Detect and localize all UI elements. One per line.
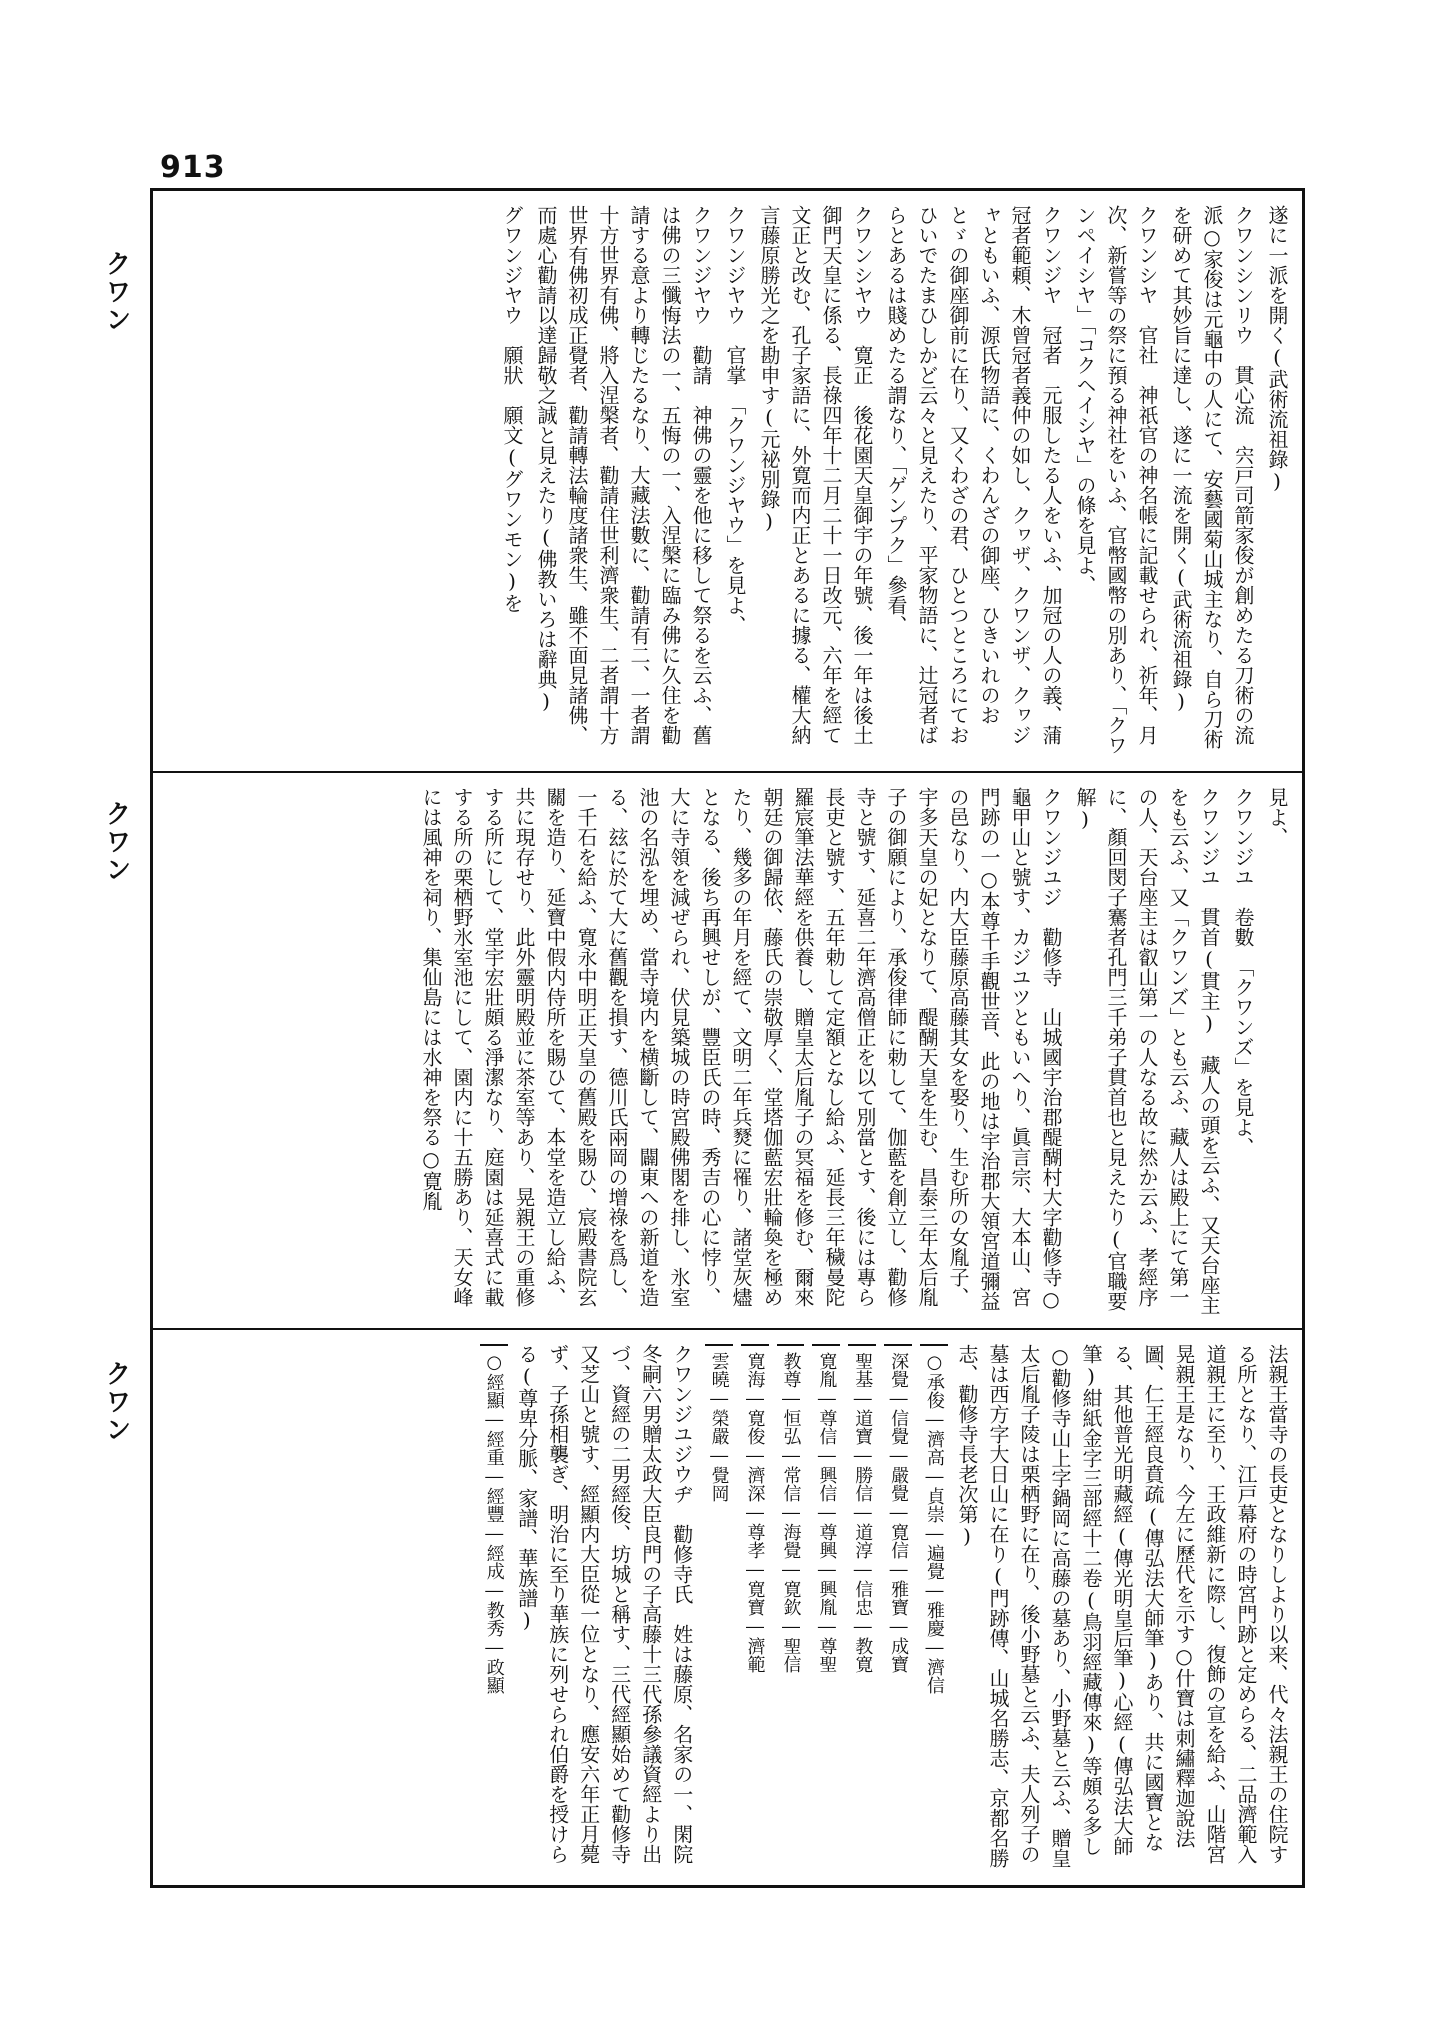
entry-kanju-chief: クワンジユ 貫首(貫主) 藏人の頭を云ふ、又天台座主をも云ふ、又「クワンズ」とも云ふ、藏人は殿上にて第一の人、天台座主は叡山第一の人なる故に然か云ふ、孝經序に、顏回閔子騫者孔門三千弟子貫首也と見えたり(官職要解) xyxy=(1073,787,1221,1315)
entry-kanshinryu: クワンシンリウ 貫心流 宍戸司箭家俊が創めたる刀術の流派○家俊は元龜中の人にて、安藝國菊山城主なり、自ら刀術を研めて其妙旨に達し、遂に一流を開く(武術流祖錄) xyxy=(1169,205,1255,749)
entry-kanja: クワンジヤ 冠者 元服したる人をいふ、加冠の人の義、蒲冠者範頼、木曾冠者義仲の如し、クヮザ、クワンザ、クヮジャともいふ、源氏物語に、くわんざの御座、ひきいれのおとゞの御座御前に在り、又くわざの君、ひとつところにておひいでたまひしかど云々と見えたり、平家物語に、辻冠者ばらとあるは賤めたる謂なり、「ゲンプク」參看、 xyxy=(884,205,1063,745)
side-label-bottom: クワン xyxy=(101,1360,131,1444)
abbot-lineage-row: 教尊―恒弘―常信―海覺―寛欽―聖信 xyxy=(777,1344,805,1875)
section-bottom xyxy=(153,1330,1302,1885)
abbot-lineage-row: 深覺―信覺―嚴覺―寛信―雅寶―成寶 xyxy=(884,1344,912,1875)
entry-kansha: クワンシヤ 官社 神祇官の神名帳に記載せられ、祈年、月次、新嘗等の祭に預る神社をいふ、官幣國幣の別あり、「クワンペイシヤ」「コクヘイシヤ」の條を見よ、 xyxy=(1073,205,1159,755)
section-middle xyxy=(153,773,1302,1330)
text-column: 法親王當寺の長吏となりしより以来、代々法親王の住院する所となり、江戸幕府の時宮門跡と定めらる、二品濟範入道親王に至り、王政維新に際し、復飾の宣を給ふ、山階宮晃親王是なり、今左に歷代を示す○什寶は刺繡釋迦說法圖、仁王經良賁疏(傳弘法大師筆)あり、共に國寶となる、其他普光明藏經(傳光明皇后筆)心經(傳弘法大師筆)紺紙金字三部經十二卷(鳥羽經藏傳來)等頗る多し○勸修寺山上字鍋岡に高藤の墓あり、小野墓と云ふ、贈皇太后胤子陵は栗栖野に在り、後小野墓と云ふ、夫人列子の墓は西方字大日山に在り(門跡傳、山城名勝志、京都名勝志、勸修寺長老次第) xyxy=(955,1344,1289,1868)
abbot-lineage-row: 聖基―道寶―勝信―道淳―信忠―教寛 xyxy=(848,1344,876,1875)
section-top xyxy=(153,191,1302,773)
side-label-top: クワン xyxy=(101,250,131,334)
text-column: 遂に一派を開く(武術流祖錄) xyxy=(1265,205,1289,493)
entry-kanju-scroll: クワンジユ 卷數 「クワンズ」を見よ、 xyxy=(1231,787,1255,1157)
vertical-text-body xyxy=(163,205,1292,761)
abbot-lineage-row: 雲曉―榮嚴―覺岡 xyxy=(705,1344,733,1875)
entry-kanjuji-temple: クワンジユジ 勸修寺 山城國宇治郡醍醐村大字勸修寺○龜甲山と號す、カジユツともいへり、眞言宗、大本山、宮門跡の一○本尊千手觀世音、此の地は宇治郡大領宮道彌益の邑なり、内大臣藤原高藤其女を娶り、生む所の女胤子、宇多天皇の妃となりて、醍醐天皇を生む、昌泰三年太后胤子の御願により、承俊律師に勅して、伽藍を創立し、勸修寺と號す、延喜二年濟高僧正を以て別當とす、後には專ら長吏と號す、五年勅して定額となし給ふ、延長三年穢曼陀羅宸筆法華經を供養し、贈皇太后胤子の冥福を修む、爾來朝廷の御歸依、藤氏の崇敬厚く、堂塔伽藍宏壯輪奐を極めたり、幾多の年月を經て、文明二年兵燹に罹り、諸堂灰燼となる、後ち再興せしが、豐臣氏の時、秀吉の心に悖り、大に寺領を減ぜられ、伏見築城の時宮殿佛閣を排し、氷室池の名泓を埋め、當寺境内を横斷して、闢東への新道を造る、玆に於て大に舊觀を損す、德川氏兩岡の增祿を爲し、一千石を給ふ、寛永中明正天皇の舊殿を賜ひ、宸殿書院玄關を造り、延寶中假内侍所を賜ひて、本堂を造立し給ふ、共に現存せり、此外靈明殿並に茶室等あり、晃親王の重修する所にして、堂宇宏壯頗る淨潔なり、庭園は延喜式に載する所の栗栖野氷室池にして、園内に十五勝あり、天女峰には風神を祠り、集仙島には水神を祭る○寛胤 xyxy=(419,787,1063,1311)
clan-lineage-row: ○經顯―經重―經豐―經成―教秀―政顯 xyxy=(480,1344,508,1875)
abbot-lineage-row: 寛海―寛俊―濟深―尊孝―寛寶―濟範 xyxy=(741,1344,769,1875)
text-column: 見よ、 xyxy=(1265,787,1289,847)
entry-ganjo: グワンジヤウ 願狀 願文(グワンモン)を xyxy=(500,205,524,613)
entry-kansho: クワンシヤウ 寛正 後花園天皇御宇の年號、後一年は後土御門天皇に係る、長祿四年十二月二十一日改元、六年を經て文正と改む、孔子家語に、外寛而内正とあるに據る、權大納言藤原勝光之を勘申す(元祕別錄) xyxy=(757,205,874,745)
entry-kanjuji-clan: クワンジユジウヂ 勸修寺氏 姓は藤原、名家の一、閑院冬嗣六男贈太政大臣良門の子高藤十三代孫參議資經より出づ、資經の二男經俊、坊城と稱す、三代經顯始めて勸修寺又芝山と號す、經顯内大臣從一位となり、應安六年正月薨ず、子孫相襲ぎ、明治に至り華族に列せられ伯爵を授けらる(尊卑分脈、家譜、華族譜) xyxy=(514,1344,694,1864)
side-label-middle: クワン xyxy=(101,800,131,884)
abbot-lineage-row: 寛胤―尊信―興信―尊興―興胤―尊聖 xyxy=(812,1344,840,1875)
dictionary-frame xyxy=(150,188,1305,1888)
vertical-text-body xyxy=(163,1344,1292,1875)
page-number: 913 xyxy=(160,150,226,185)
entry-kanjo-official: クワンジヤウ 官掌 「クワンジヤウ」を見よ、 xyxy=(723,205,747,635)
vertical-text-body xyxy=(163,787,1292,1318)
entry-kanjo-invite: クワンジヤウ 勸請 神佛の靈を他に移して祭るを云ふ、舊は佛の三懺悔法の一、五悔の一、入涅槃に臨み佛に久住を勸請する意より轉じたるなり、大藏法數に、勸請有二、一者謂十方世界有佛、將入涅槃者、勸請住世利濟衆生、二者謂十方世界有佛初成正覺者、勸請轉法輪度諸衆生、雖不面見諸佛、而處心勸請以達歸敬之誠と見えたり(佛教いろは辭典) xyxy=(534,205,713,745)
abbot-lineage-row: ○承俊―濟高―貞崇―遍覺―雅慶―濟信 xyxy=(920,1344,948,1875)
